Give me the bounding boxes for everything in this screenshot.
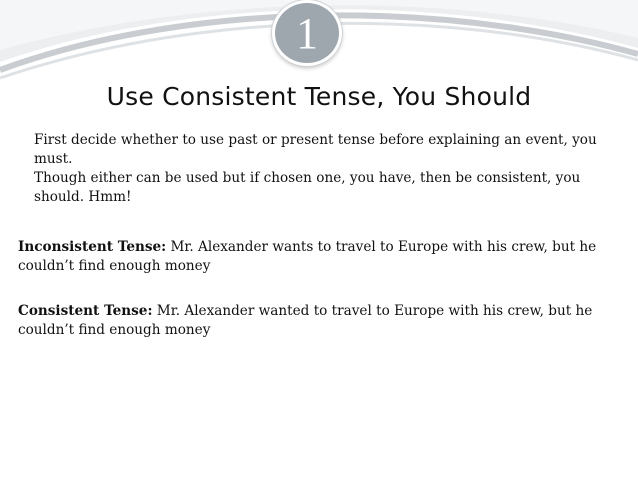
intro-text — [34, 131, 604, 207]
slide-number-badge — [272, 0, 342, 66]
example-text: Mr. Alexander wanted to travel to Europe with his crew, but he couldn’t find enough money — [18, 303, 593, 338]
example-text: Mr. Alexander wants to travel to Europe with his crew, but he couldn’t find enough money — [18, 239, 597, 274]
slide-title: Use Consistent Tense, You Should — [106, 82, 532, 111]
example-label: Consistent Tense: — [18, 303, 153, 319]
example-label: Inconsistent Tense: — [18, 239, 167, 255]
consistent-example — [18, 302, 618, 340]
slide-number: 1 — [296, 9, 318, 58]
inconsistent-example — [18, 238, 618, 276]
intro-line-1: First decide whether to use past or present tense before explaining an event, you must. — [34, 132, 597, 167]
intro-line-2: Though either can be used but if chosen one, you have, then be consistent, you should. Hmm! — [34, 170, 581, 205]
